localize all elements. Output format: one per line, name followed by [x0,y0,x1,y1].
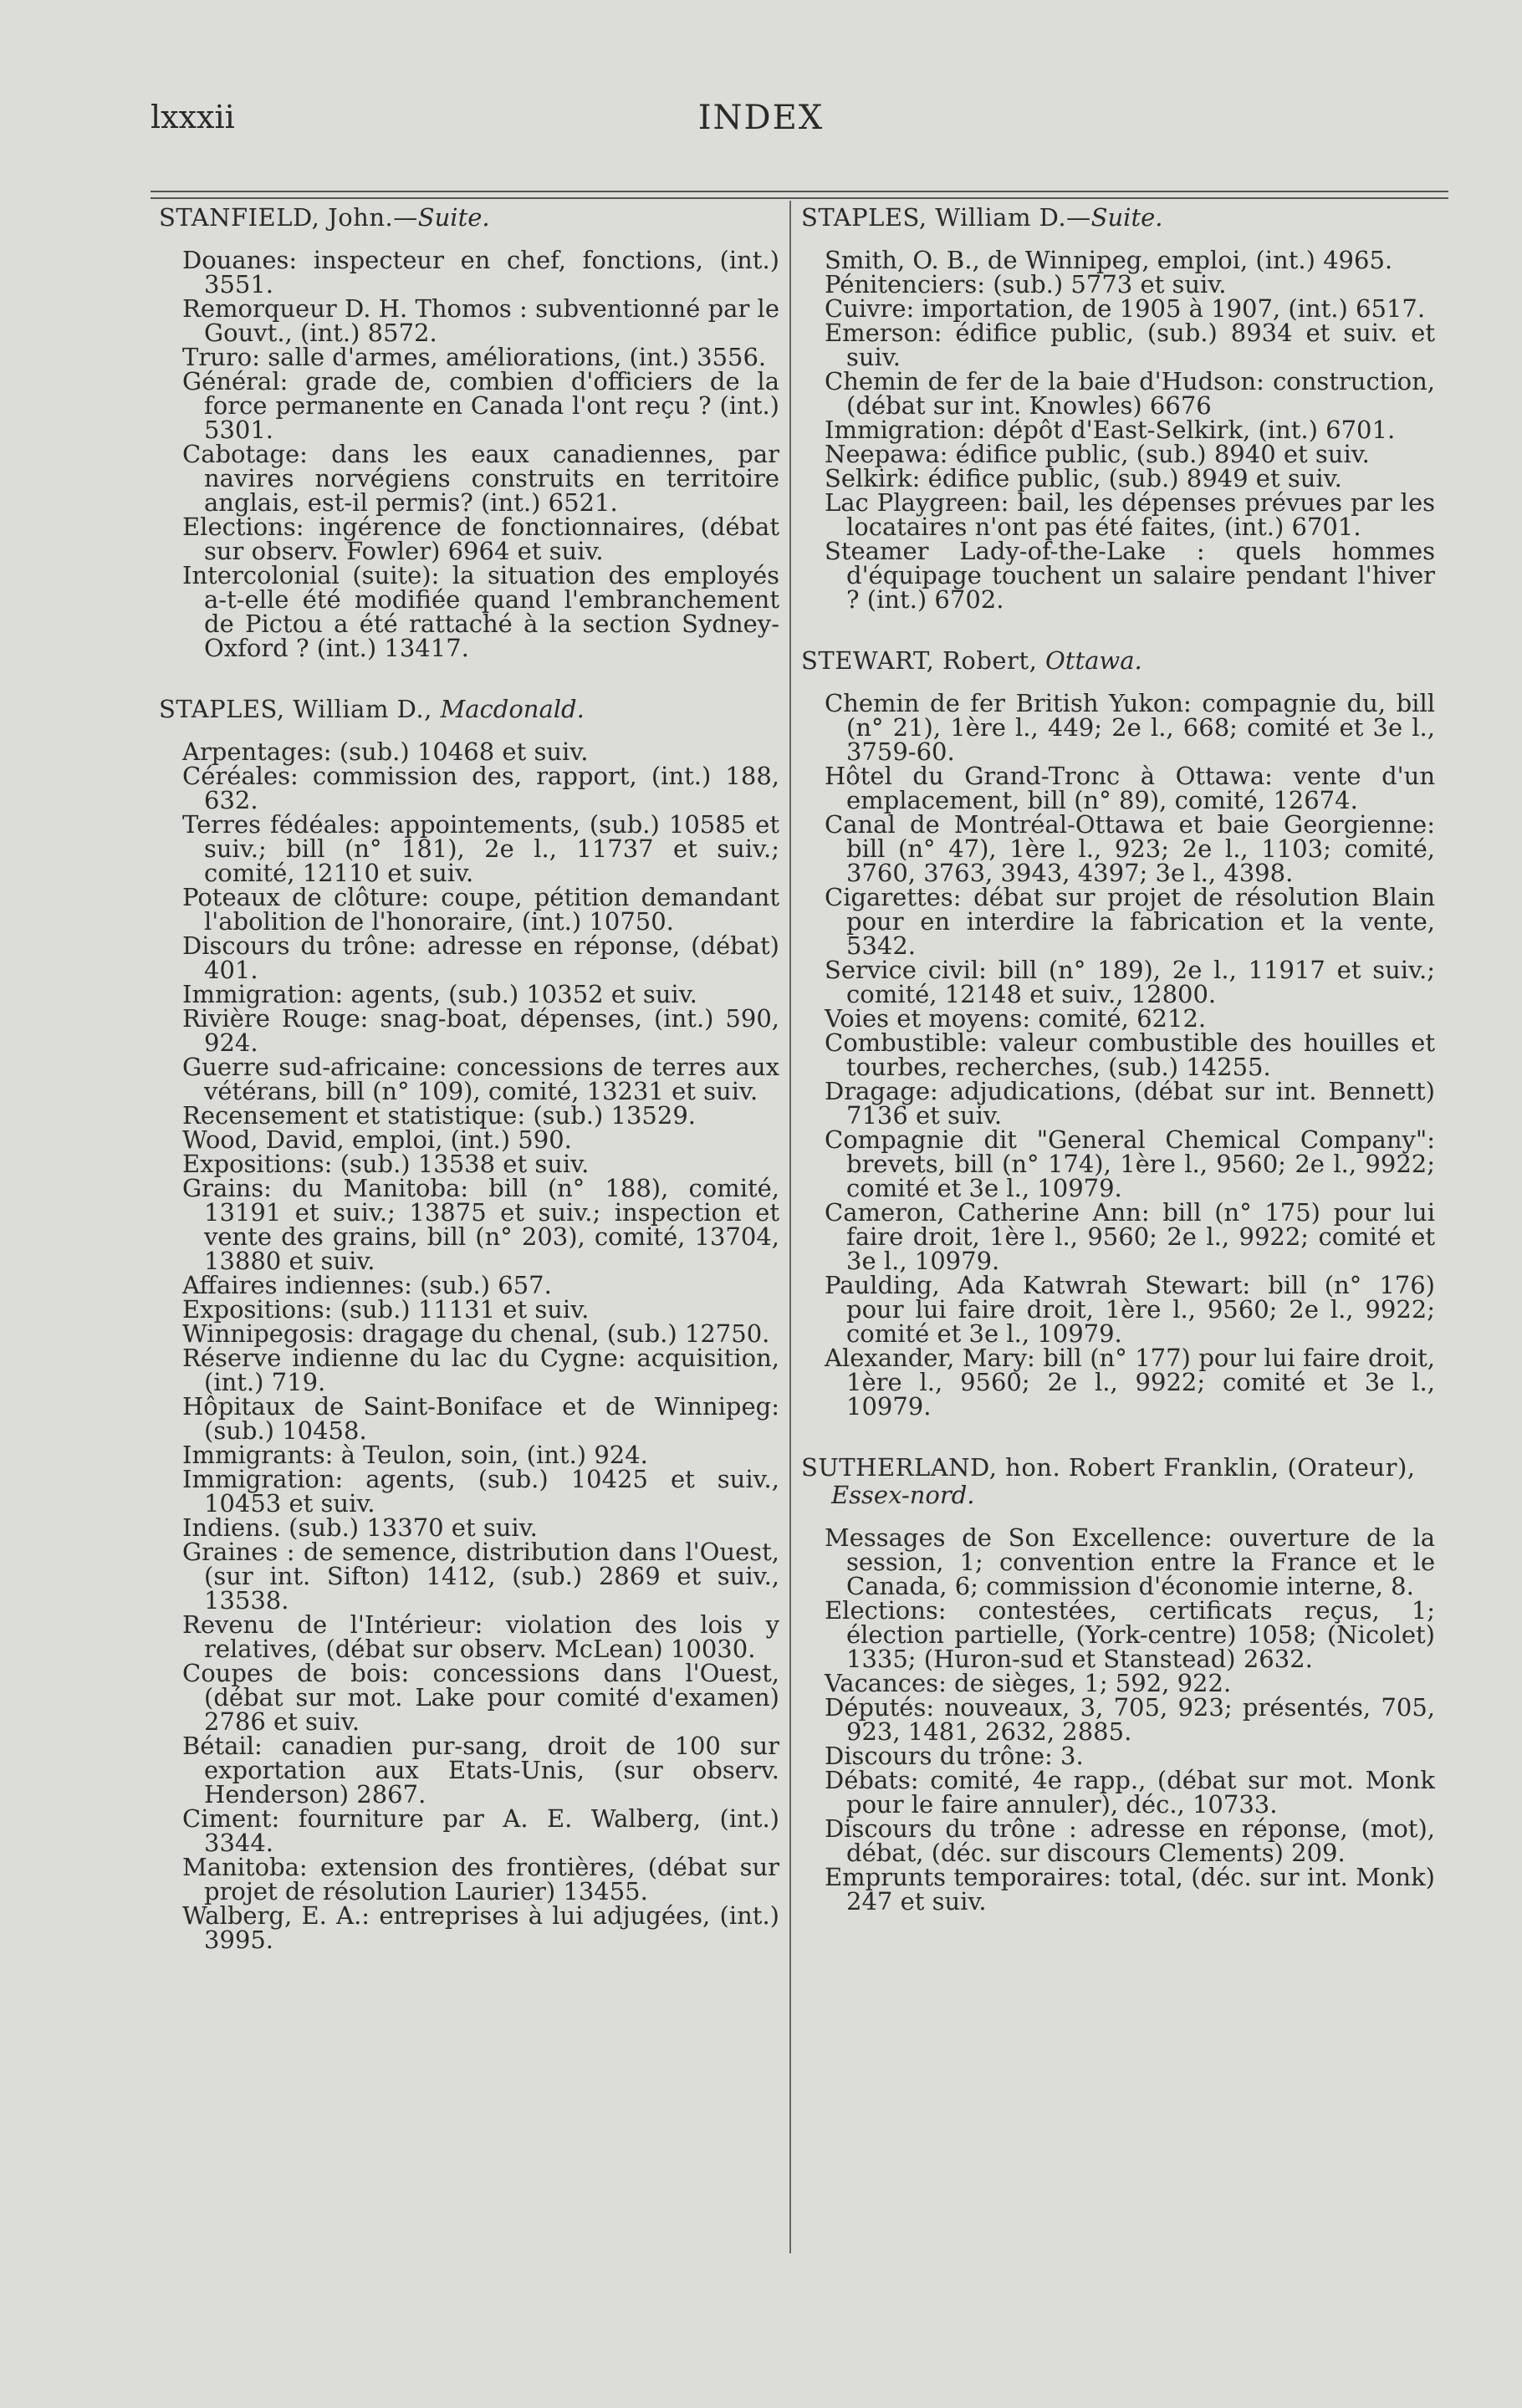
index-entry: Steamer Lady-of-the-Lake : quels hommes d'équipage touchent un salaire pendant l'hiver ? (int.) 6702. [825,537,1435,614]
index-entry: Neepawa: édifice public, (sub.) 8940 et suiv. [825,440,1370,468]
index-entry: Paulding, Ada Katwrah Stewart: bill (n° 176) pour lui faire droit, 1ère l., 9560; 2e l., 9922; comité et 3e l., 10979. [825,1271,1435,1348]
index-entry: Alexander, Mary: bill (n° 177) pour lui faire droit, 1ère l., 9560; 2e l., 9922; comité et 3e l., 10979. [825,1344,1435,1421]
index-entry: Cuivre: importation, de 1905 à 1907, (int.) 6517. [825,294,1426,323]
index-entry: Discours du trône: 3. [825,1742,1084,1770]
index-entry: Immigration: agents, (sub.) 10352 et suiv. [182,980,697,1008]
index-entry: Députés: nouveaux, 3, 705, 923; présentés, 705, 923, 1481, 2632, 2885. [825,1693,1435,1746]
index-entry: Elections: contestées, certificats reçus, 1; élection partielle, (York-centre) 1058; (Nicolet) 1335; (Huron-sud et Stanstead) 2632. [825,1596,1435,1673]
index-entry: Truro: salle d'armes, améliorations, (int.) 3556. [182,343,767,371]
index-entry: Céréales: commission des, rapport, (int.) 188, 632. [182,762,779,814]
index-entry: Arpentages: (sub.) 10468 et suiv. [182,737,589,766]
heading-riding: Essex-nord. [831,1481,975,1509]
index-entry: Cameron, Catherine Ann: bill (n° 175) pour lui faire droit, 1ère l., 9560; 2e l., 9922; comité et 3e l., 10979. [825,1198,1435,1275]
index-entry: Bétail: canadien pur-sang, droit de 100 sur exportation aux Etats-Unis, (sur observ. Henderson) 2867. [182,1732,779,1809]
index-entry: Poteaux de clôture: coupe, pétition demandant l'abolition de l'honoraire, (int.) 10750. [182,883,779,936]
index-entry: Cabotage: dans les eaux canadiennes, par navires norvégiens construits en territoire anglais, est-il permis? (int.) 6521. [182,440,779,517]
index-entry: Ciment: fourniture par A. E. Walberg, (int.) 3344. [182,1804,779,1857]
index-entry: Débats: comité, 4e rapp., (débat sur mot. Monk pour le faire annuler), déc., 10733. [825,1766,1435,1819]
index-section [151,204,779,661]
index-entry: Graines : de semence, distribution dans l'Ouest, (sur int. Sifton) 1412, (sub.) 2869 et suiv., 13538. [182,1538,779,1615]
index-entry: Winnipegosis: dragage du chenal, (sub.) 12750. [182,1319,770,1348]
header-rule-2 [151,197,1448,199]
index-entry: Remorqueur D. H. Thomos : subventionné par le Gouvt., (int.) 8572. [182,294,779,347]
page-title: INDEX [697,99,825,137]
index-entry: Chemin de fer de la baie d'Hudson: construction, (débat sur int. Knowles) 6676 [825,367,1435,420]
index-entry: Discours du trône: adresse en réponse, (débat) 401. [182,931,779,984]
index-entry: Recensement et statistique: (sub.) 13529. [182,1101,696,1130]
index-entry: Smith, O. B., de Winnipeg, emploi, (int.) 4965. [825,246,1393,274]
index-entry: Revenu de l'Intérieur: violation des lois y relatives, (débat sur observ. McLean) 10030. [182,1610,779,1663]
heading-name: STAPLES, William D.— [801,203,1091,232]
index-section [793,647,1435,1419]
index-entry: Dragage: adjudications, (débat sur int. Bennett) 7136 et suiv. [825,1077,1435,1130]
index-entry: Immigrants: à Teulon, soin, (int.) 924. [182,1441,648,1469]
index-entry: Vacances: de sièges, 1; 592, 922. [825,1669,1232,1697]
index-section [151,696,779,1952]
heading-riding: Macdonald. [440,695,585,723]
index-section [793,204,1435,612]
index-entry: Terres fédéales: appointements, (sub.) 10585 et suiv.; bill (n° 181), 2e l., 11737 et suiv.; comité, 12110 et suiv. [182,810,779,887]
index-entry: Messages de Son Excellence: ouverture de la session, 1; convention entre la France et le Canada, 6; commission d'économie interne, 8. [825,1523,1435,1600]
index-entry: Chemin de fer British Yukon: compagnie du, bill (n° 21), 1ère l., 449; 2e l., 668; comité et 3e l., 3759-60. [825,689,1435,766]
heading-riding: Ottawa. [1045,646,1142,675]
index-entry: Cigarettes: débat sur projet de résolution Blain pour en interdire la fabrication et la vente, 5342. [825,883,1435,960]
index-entry: Wood, David, emploi, (int.) 590. [182,1125,572,1154]
index-entry: Douanes: inspecteur en chef, fonctions, (int.) 3551. [182,246,779,298]
index-entry: Rivière Rouge: snag-boat, dépenses, (int.) 590, 924. [182,1004,779,1057]
heading-name: STAPLES, William D., [159,695,441,723]
section-heading [159,696,779,723]
index-entry: Emprunts temporaires: total, (déc. sur int. Monk) 247 et suiv. [825,1863,1435,1916]
section-heading [801,647,1435,675]
index-entry: Indiens. (sub.) 13370 et suiv. [182,1513,538,1542]
index-entry: Intercolonial (suite): la situation des employés a-t-elle été modifiée quand l'embranchement de Pictou a été rattaché à la section Sydney-Oxford ? (int.) 13417. [182,561,779,662]
index-entry: Voies et moyens: comité, 6212. [825,1004,1207,1033]
index-entry: Hôtel du Grand-Tronc à Ottawa: vente d'un emplacement, bill (n° 89), comité, 12674. [825,762,1435,814]
index-entry: Immigration: dépôt d'East-Selkirk, (int.) 6701. [825,416,1396,444]
heading-name: STEWART, Robert, [801,646,1046,675]
index-entry: Coupes de bois: concessions dans l'Ouest, (débat sur mot. Lake pour comité d'examen) 2786 et suiv. [182,1659,779,1736]
index-entry: Guerre sud-africaine: concessions de terres aux vétérans, bill (n° 109), comité, 13231 et suiv. [182,1053,779,1105]
header-rule [151,191,1448,192]
index-entry: Service civil: bill (n° 189), 2e l., 11917 et suiv.; comité, 12148 et suiv., 12800. [825,956,1435,1008]
index-entry: Immigration: agents, (sub.) 10425 et suiv., 10453 et suiv. [182,1465,779,1518]
index-entry: Expositions: (sub.) 11131 et suiv. [182,1295,590,1324]
heading-riding: Suite. [1090,203,1163,232]
right-column [793,204,1435,1949]
index-entry: Manitoba: extension des frontières, (débat sur projet de résolution Laurier) 13455. [182,1853,779,1905]
index-entry: Réserve indienne du lac du Cygne: acquisition, (int.) 719. [182,1344,779,1396]
index-entry: Pénitenciers: (sub.) 5773 et suiv. [825,270,1227,298]
section-heading [801,204,1435,232]
index-entry: Expositions: (sub.) 13538 et suiv. [182,1150,590,1178]
heading-riding: Suite. [417,203,490,232]
index-entry: Walberg, E. A.: entreprises à lui adjugées, (int.) 3995. [182,1901,779,1954]
index-entry: Affaires indiennes: (sub.) 657. [182,1271,552,1299]
index-entry: Lac Playgreen: bail, les dépenses prévues par les locataires n'ont pas été faites, (int.) 6701. [825,488,1435,541]
index-entry: Canal de Montréal-Ottawa et baie Georgienne: bill (n° 47), 1ère l., 923; 2e l., 1103; comité, 3760, 3763, 3943, 4397; 3e l., 4398. [825,810,1435,887]
index-entry: Emerson: édifice public, (sub.) 8934 et suiv. et suiv. [825,319,1435,371]
left-column [151,204,779,1987]
index-entry: Compagnie dit "General Chemical Company": brevets, bill (n° 174), 1ère l., 9560; 2e l., 9922; comité et 3e l., 10979. [825,1125,1435,1202]
page-number: lxxxii [151,99,235,135]
heading-name: STANFIELD, John.— [159,203,418,232]
index-entry: Grains: du Manitoba: bill (n° 188), comité, 13191 et suiv.; 13875 et suiv.; inspection et vente des grains, bill (n° 203), comité, 13704, 13880 et suiv. [182,1174,779,1275]
index-entry: Hôpitaux de Saint-Boniface et de Winnipeg: (sub.) 10458. [182,1392,779,1445]
section-heading [801,1454,1435,1509]
section-heading [159,204,779,232]
index-entry: Combustible: valeur combustible des houilles et tourbes, recherches, (sub.) 14255. [825,1028,1435,1081]
index-section [793,1454,1435,1914]
index-entry: Selkirk: édifice public, (sub.) 8949 et suiv. [825,464,1342,492]
index-entry: Discours du trône : adresse en réponse, (mot), débat, (déc. sur discours Clements) 209. [825,1814,1435,1867]
index-entry: Général: grade de, combien d'officiers de la force permanente en Canada l'ont reçu ? (int.) 5301. [182,367,779,444]
index-entry: Elections: ingérence de fonctionnaires, (débat sur observ. Fowler) 6964 et suiv. [182,513,779,565]
heading-name: SUTHERLAND, hon. Robert Franklin, (Orateur), [801,1453,1416,1482]
column-divider [789,201,791,2253]
